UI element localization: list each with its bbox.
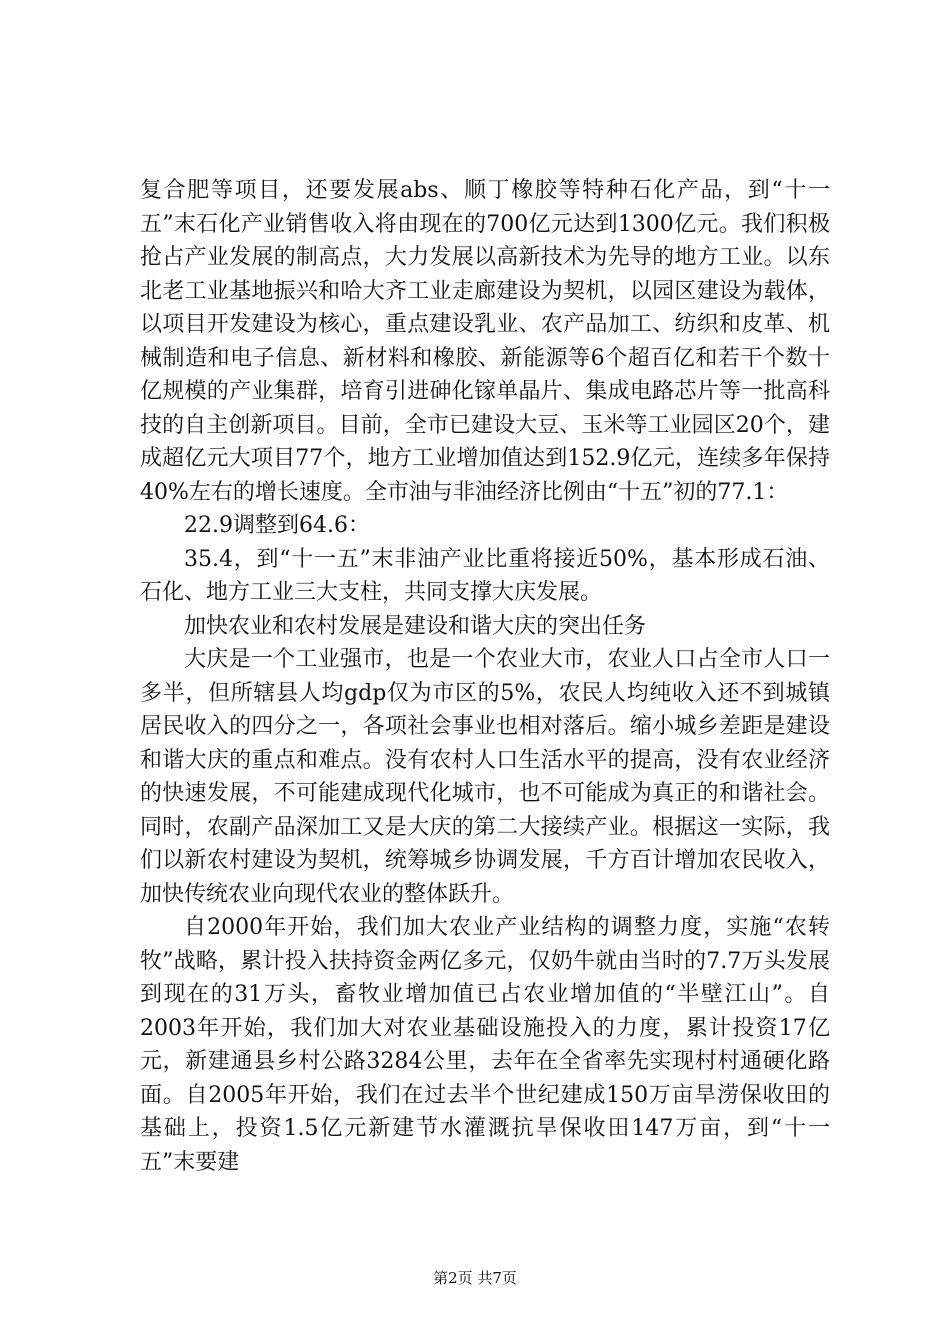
paragraph-agriculture-measures: 自2000年开始，我们加大农业产业结构的调整力度，实施“农转牧”战略，累计投入扶持资金两亿多元，仅奶牛就由当时的7.7万头发展到现在的31万头，畜牧业增加值已占农业增加值的“半壁江山”。自2003年开始，我们加大对农业基础设施投入的力度，累计投资17亿元，新建通县乡村公路3284公里，去年在全省率先实现村村通硬化路面。自2005年开始，我们在过去半个世纪建成150万亩旱涝保收田的基础上，投资1.5亿元新建节水灌溉抗旱保收田147万亩，到“十一五”末要建	[140, 915, 830, 1175]
paragraph-ratio-continuation: 22.9调整到64.6：	[184, 513, 370, 538]
page-footer: 第2页 共7页	[433, 1269, 517, 1287]
paragraph-industry-development: 复合肥等项目，还要发展abs、顺丁橡胶等特种石化产品，到“十一五”末石化产业销售收入将由现在的700亿元达到1300亿元。我们积极抢占产业发展的制高点，大力发展以高新技术为先导的地方工业。以东北老工业基地振兴和哈大齐工业走廊建设为契机，以园区建设为载体，以项目开发建设为核心，重点建设乳业、农产品加工、纺织和皮革、机械制造和电子信息、新材料和橡胶、新能源等6个超百亿和若干个数十亿规模的产业集群，培育引进砷化镓单晶片、集成电路芯片等一批高科技的自主创新项目。目前，全市已建设大豆、玉米等工业园区20个，建成超亿元大项目77个，地方工业增加值达到152.9亿元，连续多年保持40%左右的增长速度。全市油与非油经济比例由“十五”初的77.1：	[140, 178, 830, 505]
paragraph-non-oil-share: 35.4，到“十一五”末非油产业比重将接近50%，基本形成石油、石化、地方工业三大支柱，共同支撑大庆发展。	[140, 546, 830, 605]
paragraph-agriculture-overview: 大庆是一个工业强市，也是一个农业大市，农业人口占全市人口一多半，但所辖县人均gdp仅为市区的5%，农民人均纯收入还不到城镇居民收入的四分之一，各项社会事业也相对落后。缩小城乡差距是建设和谐大庆的重点和难点。没有农村人口生活水平的提高，没有农业经济的快速发展，不可能建成现代化城市，也不可能成为真正的和谐社会。同时，农副产品深加工又是大庆的第二大接续产业。根据这一实际，我们以新农村建设为契机，统筹城乡协调发展，千方百计增加农民收入，加快传统农业向现代农业的整体跃升。	[140, 647, 830, 907]
section-heading-agriculture: 加快农业和农村发展是建设和谐大庆的突出任务	[184, 613, 647, 639]
document-body	[140, 174, 830, 1179]
